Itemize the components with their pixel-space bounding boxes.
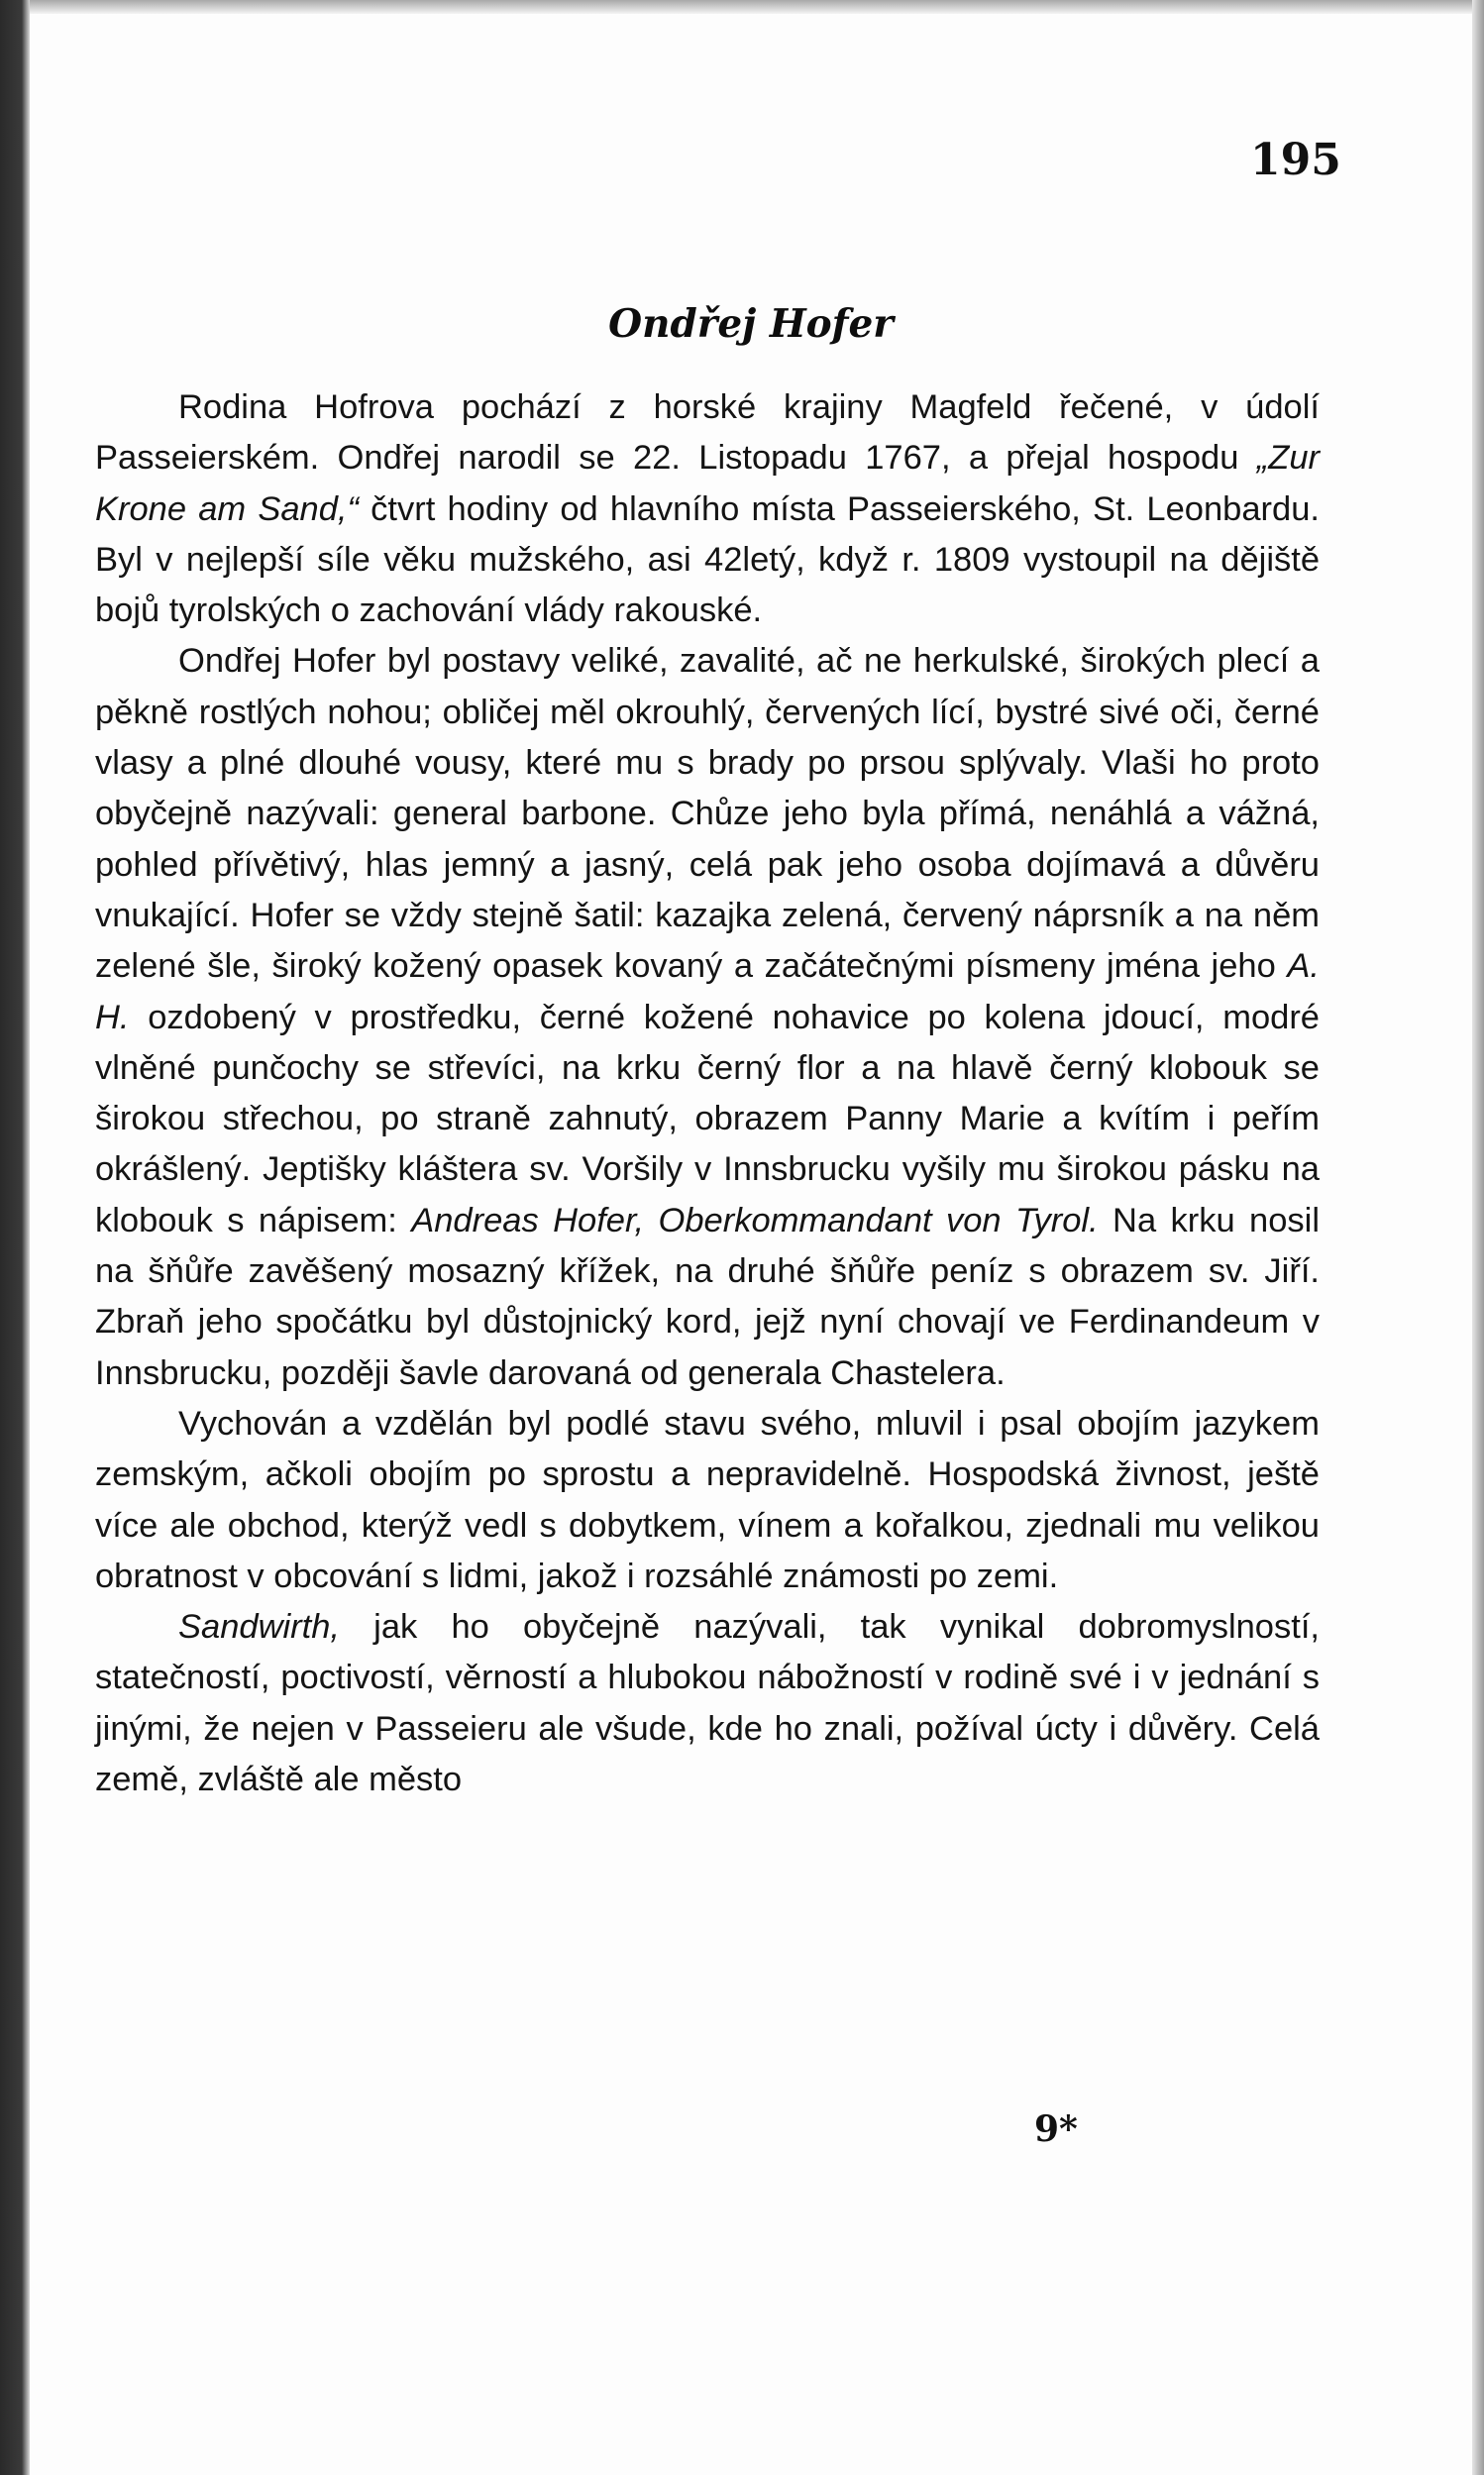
- text-run: Vychován a vzdělán byl podlé stavu svého, mluvil i psal obojím jazykem zemským, ačkoli obojím po sprostu a nepravidelně. Hospodská živnost, ještě více ale obchod, kterýž vedl s dobytkem, vínem a kořalkou, zjednali mu velikou obratnost v obcování s lidmi, jakož i rozsáhlé známosti po zemi.: [95, 1404, 1320, 1595]
- paragraph-3: [95, 1399, 1320, 1602]
- printer-signature-mark: 9*: [1034, 2108, 1078, 2150]
- page-sheet: [30, 14, 1472, 2475]
- text-run: Na krku nosil na šňůře zavěšený mosazný křížek, na druhé šňůře peníz s obrazem sv. Jiří. Zbraň jeho spočátku byl důstojnický kord, jejž nyní chovají ve Ferdinandeum v Innsbrucku, později šavle darovaná od generala Chastelera.: [95, 1201, 1320, 1392]
- chapter-title: Ondřej Hofer: [608, 301, 894, 347]
- text-run: Ondřej Hofer byl postavy veliké, zavalité, ač ne herkulské, širokých plecí a pěkně rostlých nohou; obličej měl okrouhlý, červených lící, bystré sivé oči, černé vlasy a plné dlouhé vousy, které mu s brady po prsou splývaly. Vlaši ho proto obyčejně nazývali: general barbone. Chůze jeho byla přímá, nenáhlá a vážná, pohled přívětivý, hlas jemný a jasný, celá pak jeho osoba dojímavá a důvěru vnukající. Hofer se vždy stejně šatil: kazajka zelená, červený náprsník a na něm zelené šle, široký kožený opasek kovaný a začátečnými písmeny jména jeho: [95, 642, 1320, 986]
- text-run: jak ho obyčejně nazývali, tak vynikal dobromyslností, statečností, poctivostí, věrností a hlubokou nábožností v rodině své i v jednání s jinými, že nejen v Passeieru ale všude, kde ho znali, požíval úcty i důvěry. Celá země, zvláště ale město: [95, 1608, 1320, 1799]
- page-number: 195: [1250, 135, 1341, 185]
- inn-name: „Zur Krone am Sand,“: [95, 439, 1320, 528]
- initials: A. H.: [95, 947, 1320, 1036]
- nickname: Sandwirth,: [178, 1608, 340, 1647]
- page-top-edge: [30, 0, 1472, 14]
- page-right-edge: [1472, 0, 1484, 2475]
- paragraph-2: [95, 636, 1320, 1398]
- hat-inscription: Andreas Hofer, Oberkommandant von Tyrol.: [411, 1201, 1099, 1239]
- text-run: Rodina Hofrova pochází z horské krajiny Magfeld řečené, v údolí Passeierském. Ondřej narodil se 22. Listopadu 1767, a přejal hospodu: [95, 388, 1320, 478]
- text-run: ozdobený v prostředku, černé kožené nohavice po kolena jdoucí, modré vlněné punčochy se střevíci, na krku černý flor a na hlavě černý klobouk se širokou střechou, po straně zahnutý, obrazem Panny Marie a kvítím i peřím okrášlený. Jeptišky kláštera sv. Voršily v Innsbrucku vyšily mu širokou pásku na klobouk s nápisem:: [95, 998, 1320, 1239]
- body-text: [95, 382, 1320, 1805]
- book-binding-edge: [0, 0, 30, 2475]
- text-run: čtvrt hodiny od hlavního místa Passeierského, St. Leonbardu. Byl v nejlepší síle věku mužského, asi 42letý, když r. 1809 vystoupil na dějiště bojů tyrolských o zachování vlády rakouské.: [95, 489, 1320, 630]
- paragraph-1: [95, 382, 1320, 636]
- paragraph-4: [95, 1602, 1320, 1805]
